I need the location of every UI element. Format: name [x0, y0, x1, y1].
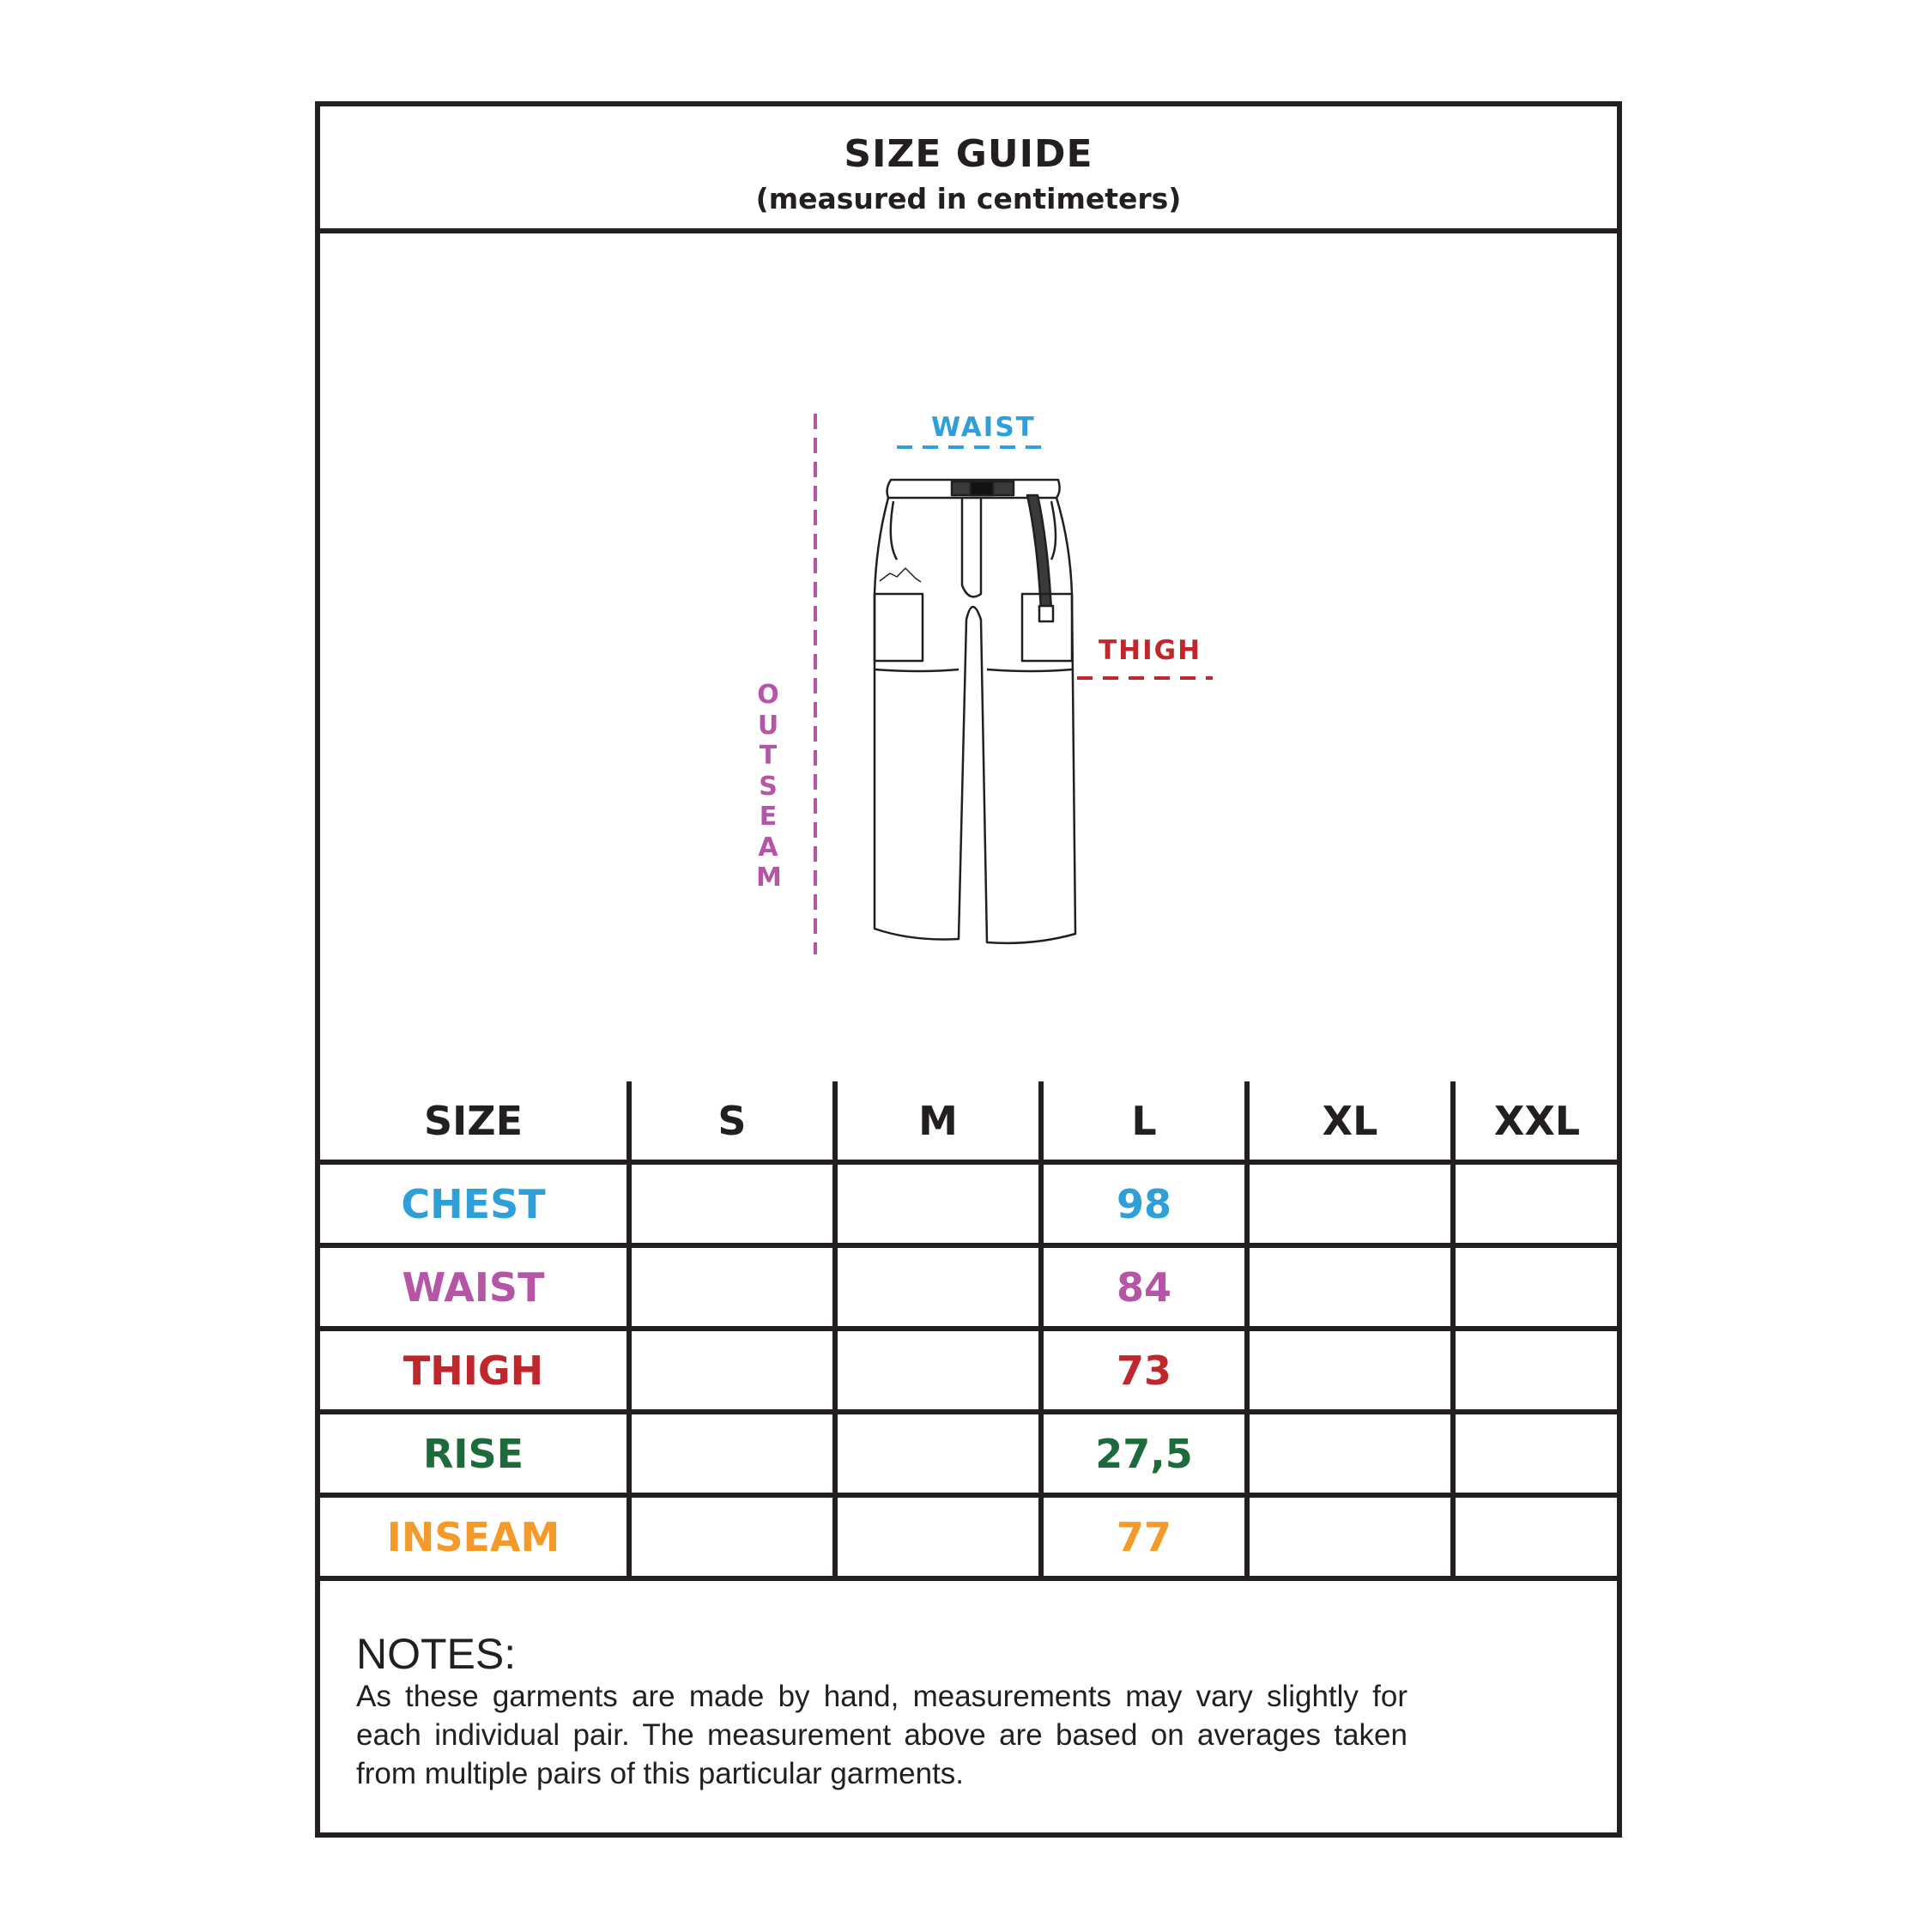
row-label: RISE — [320, 1412, 629, 1495]
thigh-label: THIGH — [1099, 635, 1202, 666]
row-label: WAIST — [320, 1245, 629, 1329]
outseam-letter: E — [759, 802, 779, 832]
row-label: INSEAM — [320, 1495, 629, 1578]
table-cell: 84 — [1041, 1245, 1247, 1329]
table-cell — [1247, 1162, 1453, 1245]
table-cell — [1453, 1162, 1619, 1245]
table-cell — [1453, 1329, 1619, 1412]
table-cell — [1453, 1412, 1619, 1495]
page-title: SIZE GUIDE — [844, 132, 1093, 176]
outseam-letter: T — [759, 741, 779, 771]
outseam-letter: U — [757, 710, 781, 741]
row-label: CHEST — [320, 1162, 629, 1245]
table-cell: 98 — [1041, 1162, 1247, 1245]
page-subtitle: (measured in centimeters) — [755, 182, 1182, 215]
table-cell — [629, 1495, 835, 1578]
notes-section — [356, 1631, 1407, 1793]
table-header-cell: XXL — [1453, 1081, 1619, 1162]
table-header-cell: XL — [1247, 1081, 1453, 1162]
table-cell — [1453, 1495, 1619, 1578]
table-cell — [1247, 1495, 1453, 1578]
table-cell — [835, 1245, 1041, 1329]
size-guide-card — [315, 101, 1622, 1838]
cargo-pocket-left — [875, 594, 923, 661]
header — [320, 106, 1617, 233]
outseam-letter: S — [759, 771, 779, 802]
table-cell — [835, 1495, 1041, 1578]
table-header-cell: SIZE — [320, 1081, 629, 1162]
table-row — [320, 1329, 1619, 1412]
table-cell — [1453, 1245, 1619, 1329]
table-row — [320, 1245, 1619, 1329]
table-cell — [835, 1329, 1041, 1412]
table-cell — [835, 1412, 1041, 1495]
pants-diagram — [320, 233, 1617, 1081]
table-header-cell: S — [629, 1081, 835, 1162]
outseam-label — [756, 680, 782, 893]
table-header-row — [320, 1081, 1619, 1162]
waist-label: WAIST — [931, 412, 1036, 443]
outseam-letter: O — [757, 680, 781, 710]
table-cell: 27,5 — [1041, 1412, 1247, 1495]
size-table-wrap — [320, 1081, 1617, 1581]
table-cell — [1247, 1412, 1453, 1495]
mountain-logo — [880, 568, 921, 582]
table-row — [320, 1495, 1619, 1578]
table-cell: 77 — [1041, 1495, 1247, 1578]
outseam-letter: M — [756, 863, 784, 893]
table-cell: 73 — [1041, 1329, 1247, 1412]
table-row — [320, 1162, 1619, 1245]
table-header-cell: L — [1041, 1081, 1247, 1162]
size-table — [320, 1081, 1619, 1581]
row-label: THIGH — [320, 1329, 629, 1412]
pants-illustration — [320, 233, 1619, 1081]
table-cell — [629, 1329, 835, 1412]
table-cell — [1247, 1329, 1453, 1412]
table-cell — [629, 1245, 835, 1329]
table-cell — [835, 1162, 1041, 1245]
table-row — [320, 1412, 1619, 1495]
table-cell — [629, 1412, 835, 1495]
outseam-letter: A — [758, 832, 780, 863]
table-header-cell: M — [835, 1081, 1041, 1162]
table-cell — [629, 1162, 835, 1245]
notes-body: As these garments are made by hand, measurements may vary slightly for each individual pair. The measurement above are based on averages taken from multiple pairs of this particular garments. — [356, 1680, 1407, 1790]
notes-title: NOTES: — [356, 1630, 517, 1678]
table-cell — [1247, 1245, 1453, 1329]
